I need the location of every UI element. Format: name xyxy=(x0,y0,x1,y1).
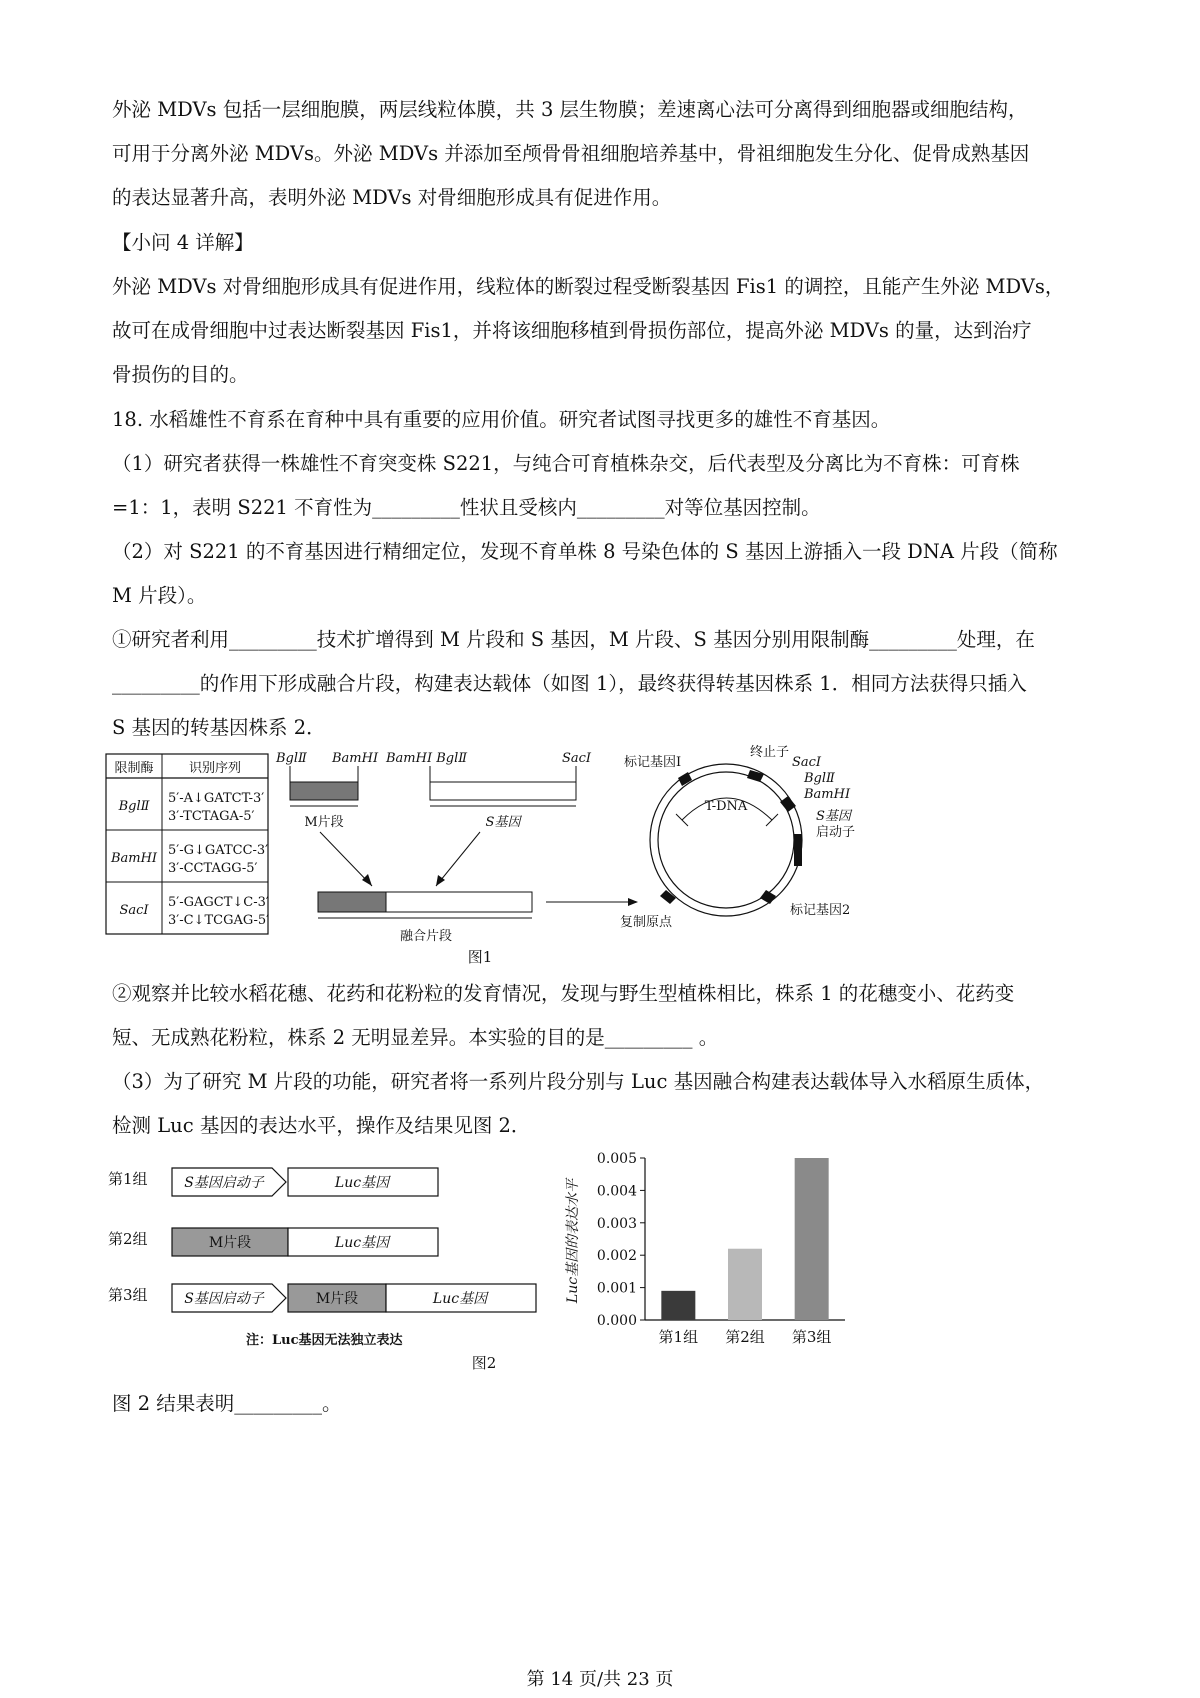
plasmid-ori: 复制原点 xyxy=(620,915,673,930)
para-line: ①研究者利用_________技术扩增得到 M 片段和 S 基因，M 片段、S 基因分别用限制酶_________处理，在 xyxy=(112,628,1035,651)
plasmid-sac: SacⅠ xyxy=(792,755,822,770)
question-title: 18. 水稻雄性不育系在育种中具有重要的应用价值。研究者试图寻找更多的雄性不育基因。 xyxy=(112,408,891,431)
group-label: 第1组 xyxy=(108,1170,148,1188)
site-label: BamHⅠ xyxy=(332,751,379,766)
plasmid-promoter: 启动子 xyxy=(816,825,856,840)
figure-2-constructs xyxy=(100,1150,560,1380)
y-axis-label: Luc基因的表达水平 xyxy=(565,1178,581,1304)
plasmid-tdna: T-DNA xyxy=(704,799,748,814)
site-label: BamHⅠ BglⅡ xyxy=(386,751,468,766)
para-line: 检测 Luc 基因的表达水平，操作及结果见图 2． xyxy=(112,1114,531,1137)
enzyme-seq: 3′-CCTAGG-5′ xyxy=(168,861,258,876)
para-line: 故可在成骨细胞中过表达断裂基因 Fis1，并将该细胞移植到骨损伤部位，提高外泌 MDVs 的量，达到治疗 xyxy=(112,319,1032,342)
y-tick-label: 0.000 xyxy=(596,1313,637,1329)
bar xyxy=(661,1291,695,1320)
para-line: 可用于分离外泌 MDVs。外泌 MDVs 并添加至颅骨骨祖细胞培养基中，骨祖细胞发生分化、促骨成熟基因 xyxy=(112,142,1030,165)
para-line: ②观察并比较水稻花穗、花药和花粉粒的发育情况，发现与野生型植株相比，株系 1 的花穗变小、花药变 xyxy=(112,982,1015,1005)
plasmid-bam: BamHⅠ xyxy=(804,787,851,802)
x-tick-label: 第3组 xyxy=(791,1328,832,1346)
fusion-label: 融合片段 xyxy=(399,929,453,944)
para-line: =1：1，表明 S221 不育性为_________性状且受核内_________对等位基因控制。 xyxy=(112,496,821,519)
y-tick-label: 0.005 xyxy=(596,1151,637,1167)
site-label: BglⅡ xyxy=(276,751,307,766)
para-line: （1）研究者获得一株雄性不育突变株 S221，与纯合可育植株杂交，后代表型及分离比为不育株：可育株 xyxy=(112,452,1020,475)
para-line: 外泌 MDVs 对骨细胞形成具有促进作用，线粒体的断裂过程受断裂基因 Fis1 的调控，且能产生外泌 MDVs， xyxy=(112,275,1065,298)
x-tick-label: 第1组 xyxy=(658,1328,699,1346)
construct-part: S基因启动子 xyxy=(184,1291,264,1307)
para-line: _________的作用下形成融合片段，构建表达载体（如图 1），最终获得转基因株系 1．相同方法获得只插入 xyxy=(112,672,1027,695)
enzyme-name: BglⅡ xyxy=(118,799,150,814)
s-label: S基因 xyxy=(485,815,521,830)
construct-part: Luc基因 xyxy=(432,1291,488,1307)
enzyme-seq: 5′-A↓GATCT-3′ xyxy=(168,791,265,806)
figure-1-caption: 图1 xyxy=(467,948,493,966)
fusion-fragment xyxy=(318,892,532,944)
enzyme-seq: 5′-G↓GATCC-3′ xyxy=(168,843,269,858)
group-label: 第3组 xyxy=(108,1286,148,1304)
plasmid-promoter: S基因 xyxy=(816,809,851,824)
group-label: 第2组 xyxy=(108,1230,148,1248)
plasmid-marker1: 标记基因Ⅰ xyxy=(624,755,682,770)
para-line: 图 2 结果表明_________。 xyxy=(112,1392,342,1415)
plasmid-bgl: BglⅡ xyxy=(804,771,835,786)
construct-part: S基因启动子 xyxy=(184,1175,264,1191)
y-tick-label: 0.002 xyxy=(596,1248,637,1265)
plasmid-terminator: 终止子 xyxy=(750,745,790,760)
y-tick-label: 0.003 xyxy=(596,1215,637,1232)
y-tick-label: 0.001 xyxy=(596,1280,637,1297)
construct-part: Luc基因 xyxy=(334,1235,390,1251)
m-label: M片段 xyxy=(304,815,344,830)
table-header-seq: 识别序列 xyxy=(188,761,242,776)
plasmid-marker2: 标记基因2 xyxy=(790,903,851,918)
enzyme-seq: 5′-GAGCT↓C-3′ xyxy=(168,895,269,910)
para-line: 外泌 MDVs 包括一层细胞膜，两层线粒体膜，共 3 层生物膜；差速离心法可分离得到细胞器或细胞结构， xyxy=(112,98,1028,121)
enzyme-table xyxy=(106,754,269,934)
x-tick-label: 第2组 xyxy=(725,1328,765,1346)
y-tick-label: 0.004 xyxy=(596,1183,637,1200)
page-footer: 第 14 页/共 23 页 xyxy=(526,1669,674,1690)
enzyme-seq: 3′-C↓TCGAG-5′ xyxy=(168,913,270,928)
s-gene xyxy=(385,751,592,830)
figure-2-note: 注：Luc基因无法独立表达 xyxy=(246,1333,403,1348)
para-line: 骨损伤的目的。 xyxy=(112,363,249,386)
para-line: 的表达显著升高，表明外泌 MDVs 对骨细胞形成具有促进作用。 xyxy=(112,186,672,209)
construct-part: M片段 xyxy=(315,1291,359,1307)
enzyme-seq: 3′-TCTAGA-5′ xyxy=(168,809,255,824)
table-header-enzyme: 限制酶 xyxy=(114,761,154,776)
figure-1 xyxy=(100,740,900,980)
site-label: SacⅠ xyxy=(562,751,592,766)
m-fragment xyxy=(275,751,379,830)
para-line: （2）对 S221 的不育基因进行精细定位，发现不育单株 8 号染色体的 S 基因上游插入一段 DNA 片段（简称 xyxy=(112,540,1058,563)
enzyme-name: SacⅠ xyxy=(119,903,149,918)
figure-2-chart xyxy=(555,1146,855,1356)
bar xyxy=(795,1158,829,1320)
plasmid xyxy=(620,745,855,930)
figure-2-caption: 图2 xyxy=(471,1354,497,1372)
para-line: M 片段）。 xyxy=(112,584,207,607)
construct-part: Luc基因 xyxy=(334,1175,390,1191)
para-line: 短、无成熟花粉粒，株系 2 无明显差异。本实验的目的是_________ 。 xyxy=(112,1026,719,1049)
bar xyxy=(728,1249,762,1320)
para-line: S 基因的转基因株系 2． xyxy=(112,716,326,739)
section-heading: 【小问 4 详解】 xyxy=(112,231,254,254)
construct-part: M片段 xyxy=(208,1235,252,1251)
para-line: （3）为了研究 M 片段的功能，研究者将一系列片段分别与 Luc 基因融合构建表达载体导入水稻原生质体， xyxy=(112,1070,1045,1093)
enzyme-name: BamHⅠ xyxy=(110,851,158,866)
